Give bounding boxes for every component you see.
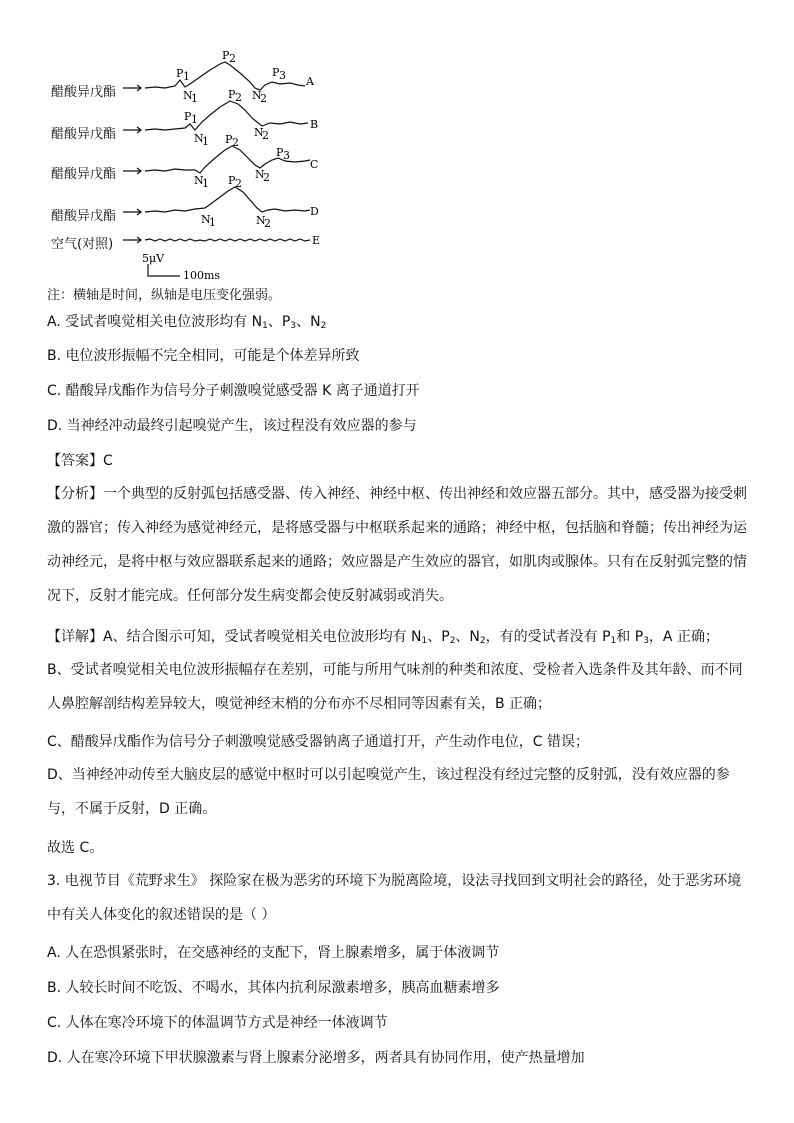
row-label-b: 醋酸异戊酯 bbox=[51, 127, 117, 142]
peak-sub: 1 bbox=[202, 177, 209, 190]
detail-a: 【详解】A、结合图示可知，受试者嗅觉相关电位波形均有 $N_1$、$P_2$、$N_2$，有的受试者没有 $P_1$和 $P_3$，A 正确； bbox=[47, 629, 719, 646]
arrow-icon bbox=[123, 127, 141, 133]
peak-sub: 1 bbox=[191, 92, 198, 105]
arrow-icon bbox=[123, 168, 141, 174]
arrow-icon bbox=[123, 209, 141, 215]
peak-sub: 2 bbox=[235, 177, 242, 190]
detail-c: C、醋酸异戊酯作为信号分子刺激嗅觉感受器钠离子通道打开，产生动作电位，C 错误； bbox=[47, 734, 589, 750]
peak-label-n2: N bbox=[256, 214, 266, 227]
peak-label-n1: N bbox=[194, 132, 204, 145]
row-label-c: 醋酸异戊酯 bbox=[51, 167, 117, 182]
peak-label-p2: P bbox=[222, 49, 230, 62]
trace-letter-a: A bbox=[306, 75, 314, 88]
peak-sub: 2 bbox=[263, 171, 270, 184]
scale-bar bbox=[148, 264, 180, 276]
peak-label-p3: P bbox=[272, 66, 280, 79]
figure-note: 注：横轴是时间，纵轴是电压变化强弱。 bbox=[47, 288, 282, 303]
option-a: A. 受试者嗅觉相关电位波形均有 $N_1$、$P_3$、$N_2$ bbox=[47, 314, 327, 331]
option-d: D. 当神经冲动最终引起嗅觉产生，该过程没有效应器的参与 bbox=[47, 418, 417, 434]
peak-label-p1: P bbox=[176, 67, 184, 80]
trace-e bbox=[145, 239, 310, 241]
trace-letter-c: C bbox=[310, 158, 319, 171]
trace-d bbox=[145, 187, 310, 212]
peak-label-n1: N bbox=[194, 174, 204, 187]
peak-label-p1: P bbox=[184, 110, 192, 123]
peak-label-n2: N bbox=[255, 168, 265, 181]
peak-label-n2: N bbox=[252, 89, 262, 102]
q3-option-b: B. 人较长时间不吃饭、不喝水，其体内抗利尿激素增多，胰高血糖素增多 bbox=[47, 980, 500, 996]
q3-option-c: C. 人体在寒冷环境下的体温调节方式是神经一体液调节 bbox=[47, 1015, 388, 1031]
peak-sub: 2 bbox=[260, 92, 267, 105]
detail-choice: 故选 C。 bbox=[47, 840, 104, 856]
q3-option-a: A. 人在恐惧紧张时，在交感神经的支配下，肾上腺素增多，属于体液调节 bbox=[47, 945, 500, 961]
peak-label-p2: P bbox=[228, 88, 236, 101]
detail-b: B、受试者嗅觉相关电位波形振幅存在差别，可能与所用气味剂的种类和浓度、受检者入选条件及其年龄、而不同人鼻腔解剖结构差异较大，嗅觉神经末梢的分布亦不尽相同等因素有关，B 正确； bbox=[47, 662, 743, 712]
peak-sub: 3 bbox=[279, 69, 286, 82]
peak-sub: 2 bbox=[235, 91, 242, 104]
row-label-e: 空气(对照) bbox=[51, 237, 114, 252]
peak-sub: 1 bbox=[191, 113, 198, 126]
peak-label-p2: P bbox=[228, 174, 236, 187]
peak-sub: 1 bbox=[183, 70, 190, 83]
trace-letter-b: B bbox=[310, 118, 319, 131]
peak-sub: 2 bbox=[262, 129, 269, 142]
peak-sub: 2 bbox=[229, 52, 236, 65]
peak-label-n2: N bbox=[254, 126, 264, 139]
detail-d: D、当神经冲动传至大脑皮层的感觉中枢时可以引起嗅觉产生，该过程没有经过完整的反射弧，没有效应器的参与，不属于反射，D 正确。 bbox=[47, 767, 730, 817]
trace-letter-d: D bbox=[310, 205, 319, 218]
peak-sub: 1 bbox=[209, 216, 216, 229]
arrow-icon bbox=[123, 85, 141, 91]
peak-label-p3: P bbox=[276, 146, 284, 159]
trace-letter-e: E bbox=[312, 234, 321, 247]
peak-label-n1: N bbox=[183, 89, 193, 102]
option-c: C. 醋酸异戊酯作为信号分子刺激嗅觉感受器 K 离子通道打开 bbox=[47, 383, 420, 399]
option-b: B. 电位波形振幅不完全相同，可能是个体差异所致 bbox=[47, 348, 360, 364]
waveform-svg bbox=[40, 40, 340, 290]
peak-label-n1: N bbox=[201, 213, 211, 226]
trace-b bbox=[145, 101, 308, 130]
arrow-icon bbox=[123, 237, 141, 243]
answer: 【答案】C bbox=[47, 453, 113, 469]
scale-time: 100ms bbox=[183, 269, 221, 282]
peak-sub: 2 bbox=[232, 136, 239, 149]
row-label-d: 醋酸异戊酯 bbox=[51, 209, 117, 224]
peak-sub: 1 bbox=[202, 135, 209, 148]
eeg-figure bbox=[40, 40, 340, 290]
peak-label-p2: P bbox=[225, 133, 233, 146]
question-3-stem: 3. 电视节目《荒野求生》 探险家在极为恶劣的环境下为脱离险境，设法寻找回到文明社会的路径，处于恶劣环境中有关人体变化的叙述错误的是（ ） bbox=[47, 873, 742, 923]
q3-option-d: D. 人在寒冷环境下甲状腺激素与肾上腺素分泌增多，两者具有协同作用，使产热量增加 bbox=[47, 1050, 585, 1066]
scale-voltage: 5μV bbox=[142, 252, 165, 265]
peak-sub: 2 bbox=[264, 217, 271, 230]
row-label-a: 醋酸异戊酯 bbox=[51, 85, 117, 100]
peak-sub: 3 bbox=[283, 149, 290, 162]
analysis: 【分析】一个典型的反射弧包括感受器、传入神经、神经中枢、传出神经和效应器五部分。其中，感受器为接受刺激的器官；传入神经为感觉神经元，是将感受器与中枢联系起来的通路；神经中枢，包括脑和脊髓；传出神经为运动神经元，是将中枢与效应器联系起来的通路；效应器是产生效应的器官，如肌肉或腺体。只有在反射弧完整的情况下，反射才能完成。任何部分发生病变都会使反射减弱或消失。 bbox=[47, 486, 747, 604]
